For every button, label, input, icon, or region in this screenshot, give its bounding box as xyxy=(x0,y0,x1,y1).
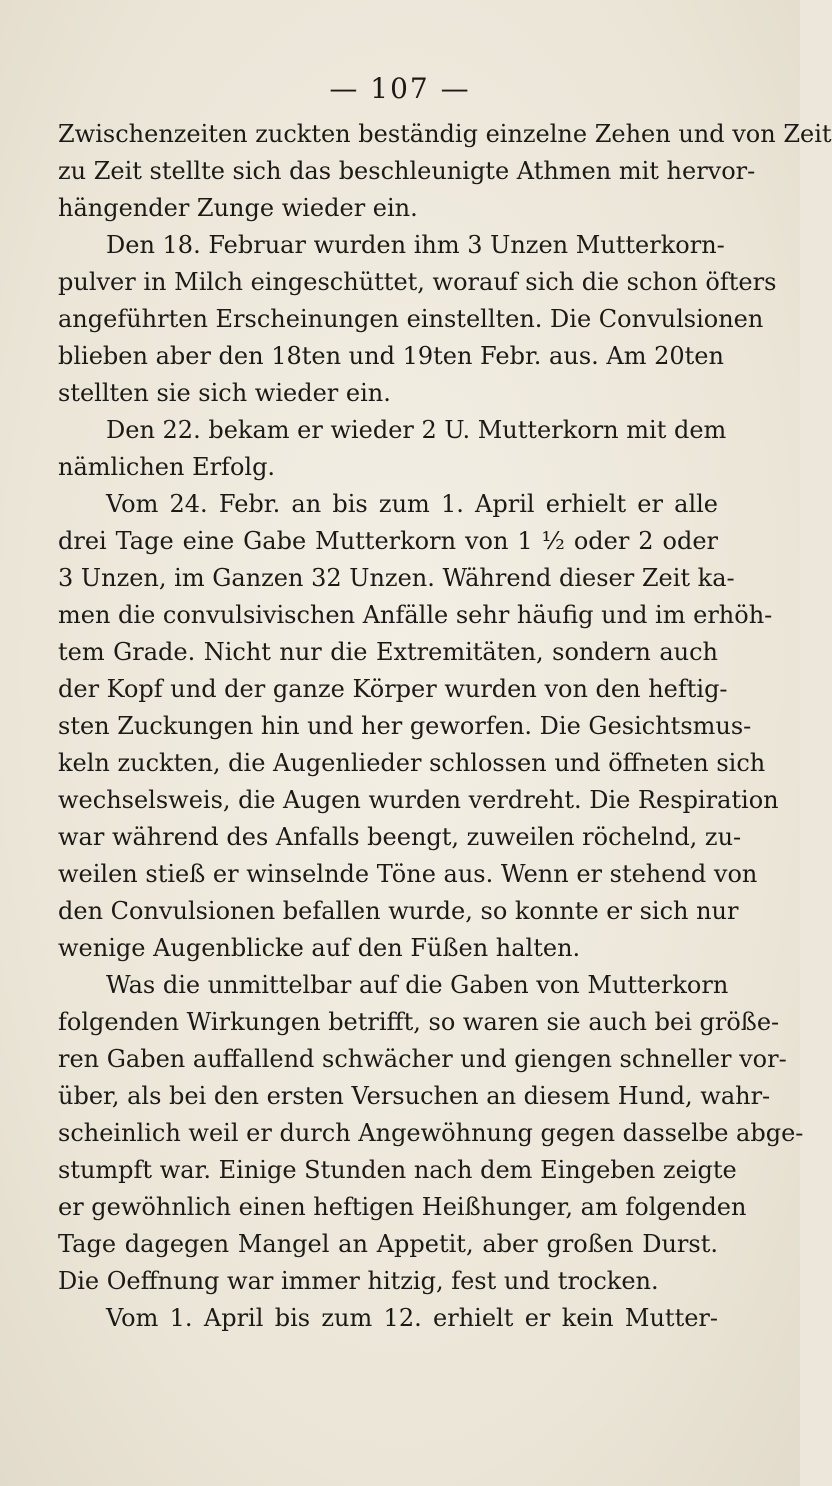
text-line: angeführten Erscheinungen einstellten. Die Convulsionen xyxy=(58,305,764,333)
text-line: tem Grade. Nicht nur die Extremitäten, sondern auch xyxy=(58,638,718,666)
text-line: Was die unmittelbar auf die Gaben von Mutterkorn xyxy=(106,971,729,999)
text-line: blieben aber den 18ten und 19ten Febr. aus. Am 20ten xyxy=(58,342,724,370)
text-line: 3 Unzen, im Ganzen 32 Unzen. Während dieser Zeit ka- xyxy=(58,564,735,592)
text-line: wechselsweis, die Augen wurden verdreht. Die Respiration xyxy=(58,786,779,814)
body-text xyxy=(58,116,832,1337)
text-line: Zwischenzeiten zuckten beständig einzelne Zehen und von Zeit xyxy=(58,120,832,148)
text-line: war während des Anfalls beengt, zuweilen röchelnd, zu- xyxy=(58,823,742,851)
text-line: sten Zuckungen hin und her geworfen. Die Gesichtsmus- xyxy=(58,712,752,740)
text-line: Vom 24. Febr. an bis zum 1. April erhielt er alle xyxy=(106,490,718,518)
text-line: Den 18. Februar wurden ihm 3 Unzen Mutterkorn- xyxy=(106,231,725,259)
text-line: keln zuckten, die Augenlieder schlossen und öffneten sich xyxy=(58,749,766,777)
text-line: wenige Augenblicke auf den Füßen halten. xyxy=(58,934,581,962)
text-line: der Kopf und der ganze Körper wurden von den heftig- xyxy=(58,675,728,703)
text-line: zu Zeit stellte sich das beschleunigte Athmen mit hervor- xyxy=(58,157,756,185)
text-line: Die Oeffnung war immer hitzig, fest und trocken. xyxy=(58,1267,659,1295)
page-number: — 107 — xyxy=(329,72,471,105)
text-line: stumpft war. Einige Stunden nach dem Eingeben zeigte xyxy=(58,1156,737,1184)
text-line: er gewöhnlich einen heftigen Heißhunger, am folgenden xyxy=(58,1193,747,1221)
text-line: ren Gaben auffallend schwächer und giengen schneller vor- xyxy=(58,1045,787,1073)
text-line: stellten sie sich wieder ein. xyxy=(58,379,391,407)
text-line: weilen stieß er winselnde Töne aus. Wenn er stehend von xyxy=(58,860,758,888)
text-line: men die convulsivischen Anfälle sehr häufig und im erhöh- xyxy=(58,601,773,629)
text-line: hängender Zunge wieder ein. xyxy=(58,194,418,222)
text-line: Vom 1. April bis zum 12. erhielt er kein Mutter- xyxy=(106,1304,718,1332)
text-line: Den 22. bekam er wieder 2 U. Mutterkorn mit dem xyxy=(106,416,727,444)
text-line: scheinlich weil er durch Angewöhnung gegen dasselbe abge- xyxy=(58,1119,804,1147)
text-line: Tage dagegen Mangel an Appetit, aber großen Durst. xyxy=(58,1230,718,1258)
text-line: über, als bei den ersten Versuchen an diesem Hund, wahr- xyxy=(58,1082,771,1110)
text-line: pulver in Milch eingeschüttet, worauf sich die schon öfters xyxy=(58,268,777,296)
text-line: nämlichen Erfolg. xyxy=(58,453,276,481)
text-line: folgenden Wirkungen betrifft, so waren sie auch bei größe- xyxy=(58,1008,780,1036)
text-line: den Convulsionen befallen wurde, so konnte er sich nur xyxy=(58,897,739,925)
text-line: drei Tage eine Gabe Mutterkorn von 1 ½ oder 2 oder xyxy=(58,527,718,555)
